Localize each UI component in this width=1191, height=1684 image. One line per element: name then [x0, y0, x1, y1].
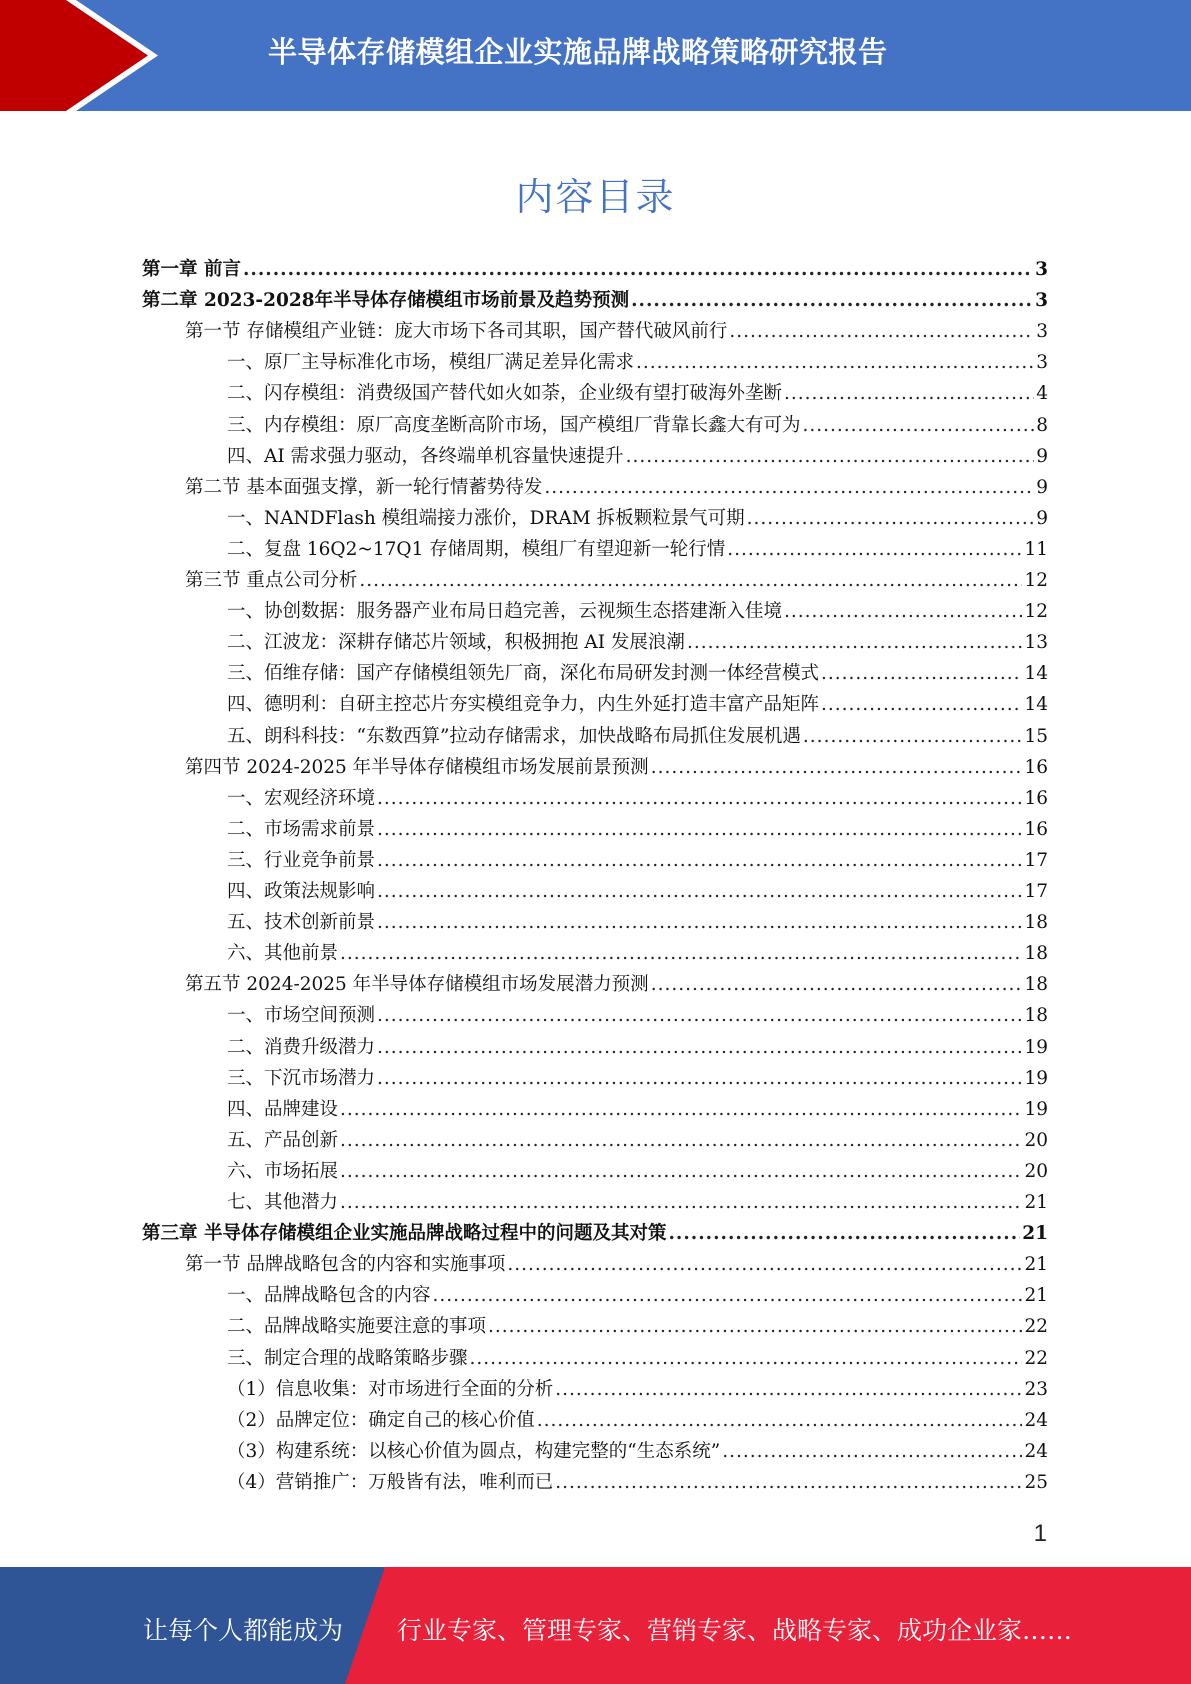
toc-entry-page: 20	[1024, 1129, 1048, 1151]
toc-entry-page: 14	[1024, 694, 1048, 716]
toc-entry-item[interactable]	[227, 378, 1048, 409]
toc-entry-label: 第五节 2024-2025 年半导体存储模组市场发展潜力预测	[185, 974, 649, 996]
toc-entry-item[interactable]	[227, 721, 1048, 752]
toc-dot-leader	[555, 1467, 1022, 1498]
toc-entry-item[interactable]	[227, 1094, 1048, 1125]
toc-entry-page: 21	[1024, 1254, 1048, 1276]
toc-entry-page: 19	[1024, 1098, 1048, 1120]
toc-entry-label: 一、市场空间预测	[227, 1005, 376, 1027]
toc-dot-leader	[377, 907, 1022, 938]
toc-dot-leader	[722, 1436, 1022, 1467]
toc-entry-page: 4	[1036, 383, 1048, 405]
toc-entry-section[interactable]	[185, 472, 1048, 503]
toc-entry-page: 18	[1024, 1005, 1048, 1027]
toc-entry-label: 三、佰维存储：国产存储模组领先厂商，深化布局研发封测一体经营模式	[227, 663, 820, 685]
toc-entry-label: 四、德明利：自研主控芯片夯实模组竞争力，内生外延打造丰富产品矩阵	[227, 694, 820, 716]
toc-entry-label: 四、政策法规影响	[227, 881, 376, 902]
toc-entry-item[interactable]	[227, 814, 1048, 845]
toc-entry-label: 第三节 重点公司分析	[185, 570, 358, 591]
toc-entry-item[interactable]	[227, 1187, 1048, 1218]
toc-dot-leader	[727, 534, 1022, 565]
toc-dot-leader	[433, 1280, 1023, 1311]
toc-entry-page: 25	[1024, 1471, 1048, 1493]
toc-entry-page: 9	[1036, 445, 1048, 467]
toc-entry-page: 16	[1024, 787, 1048, 809]
toc-entry-section[interactable]	[185, 752, 1048, 783]
toc-entry-page: 9	[1036, 507, 1048, 529]
toc-heading: 内容目录	[515, 175, 676, 219]
toc-entry-page: 16	[1024, 756, 1048, 778]
toc-entry-page: 23	[1024, 1378, 1048, 1400]
toc-entry-item[interactable]	[227, 1280, 1048, 1311]
toc-entry-sub[interactable]	[227, 1405, 1048, 1436]
toc-dot-leader	[544, 472, 1034, 503]
toc-dot-leader	[687, 627, 1023, 658]
toc-entry-section[interactable]	[185, 1249, 1048, 1280]
toc-dot-leader	[651, 752, 1023, 783]
toc-entry-sub[interactable]	[227, 1374, 1048, 1405]
toc-dot-leader	[377, 783, 1022, 814]
toc-entry-page: 21	[1022, 1223, 1048, 1245]
toc-entry-page: 16	[1024, 818, 1048, 840]
page-number: 1	[1033, 1520, 1047, 1547]
toc-entry-label: 四、品牌建设	[227, 1098, 339, 1120]
toc-entry-label: 五、朗科科技：“东数西算”拉动存储需求，加快战略布局抓住发展机遇	[227, 725, 801, 747]
toc-entry-page: 21	[1024, 1192, 1048, 1213]
toc-entry-page: 3	[1035, 259, 1048, 280]
toc-entry-page: 18	[1024, 912, 1048, 934]
toc-dot-leader	[631, 285, 1033, 316]
toc-entry-label: 三、内存模组：原厂高度垄断高阶市场，国产模组厂背靠长鑫大有可为	[227, 414, 801, 436]
toc-entry-label: 第三章 半导体存储模组企业实施品牌战略过程中的问题及其对策	[142, 1223, 667, 1245]
toc-entry-item[interactable]	[227, 1156, 1048, 1187]
footer-slogan-right: 行业专家、管理专家、营销专家、战略专家、成功企业家……	[397, 1616, 1073, 1645]
toc-entry-item[interactable]	[227, 410, 1048, 441]
toc-entry-page: 20	[1024, 1160, 1048, 1182]
toc-entry-label: 四、AI 需求强力驱动，各终端单机容量快速提升	[227, 445, 624, 467]
toc-entry-label: （4）营销推广：万般皆有法，唯利而已	[227, 1471, 554, 1493]
toc-dot-leader	[377, 1000, 1022, 1031]
toc-dot-leader	[359, 565, 1022, 596]
toc-entry-label: （3）构建系统：以核心价值为圆点，构建完整的“生态系统”	[227, 1440, 721, 1462]
toc-dot-leader	[340, 1156, 1022, 1187]
toc-entry-label: 第二节 基本面强支撑，新一轮行情蓄势待发	[185, 476, 543, 498]
toc-entry-label: 一、品牌战略包含的内容	[227, 1285, 431, 1307]
toc-entry-chapter[interactable]	[142, 285, 1048, 316]
toc-entry-item[interactable]	[227, 907, 1048, 938]
toc-entry-item[interactable]	[227, 1343, 1048, 1374]
toc-dot-leader	[784, 378, 1034, 409]
toc-entry-section[interactable]	[185, 969, 1048, 1000]
toc-dot-leader	[377, 876, 1022, 907]
toc-entry-item[interactable]	[227, 441, 1048, 472]
toc-dot-leader	[668, 1218, 1020, 1249]
toc-entry-label: 五、技术创新前景	[227, 912, 376, 934]
toc-entry-item[interactable]	[227, 627, 1048, 658]
toc-entry-item[interactable]	[227, 1125, 1048, 1156]
toc-dot-leader	[729, 316, 1034, 347]
toc-entry-label: 二、市场需求前景	[227, 818, 376, 840]
toc-entry-label: 一、原厂主导标准化市场，模组厂满足差异化需求	[227, 352, 635, 374]
toc-entry-label: 二、品牌战略实施要注意的事项	[227, 1316, 487, 1338]
toc-entry-page: 17	[1024, 881, 1048, 902]
toc-entry-page: 18	[1024, 974, 1048, 996]
toc-entry-page: 24	[1024, 1409, 1048, 1431]
toc-dot-leader	[340, 1187, 1022, 1218]
toc-entry-item[interactable]	[227, 596, 1048, 627]
toc-dot-leader	[821, 658, 1022, 689]
toc-dot-leader	[747, 503, 1035, 534]
toc-dot-leader	[803, 721, 1023, 752]
toc-entry-sub[interactable]	[227, 1467, 1048, 1498]
toc-entry-page: 22	[1024, 1316, 1048, 1338]
toc-entry-label: 二、消费升级潜力	[227, 1036, 376, 1058]
toc-entry-item[interactable]	[227, 1000, 1048, 1031]
toc-entry-page: 3	[1036, 352, 1048, 374]
toc-entry-page: 22	[1024, 1347, 1048, 1369]
toc-dot-leader	[470, 1343, 1023, 1374]
toc-dot-leader	[784, 596, 1022, 627]
toc-entry-page: 18	[1024, 943, 1048, 965]
toc-dot-leader	[340, 1094, 1022, 1125]
toc-entry-page: 3	[1036, 321, 1048, 343]
toc-entry-item[interactable]	[227, 689, 1048, 720]
toc-dot-leader	[651, 969, 1023, 1000]
toc-entry-label: （1）信息收集：对市场进行全面的分析	[227, 1378, 554, 1400]
toc-entry-label: （2）品牌定位：确定自己的核心价值	[227, 1409, 535, 1431]
toc-entry-page: 3	[1035, 290, 1048, 312]
toc-entry-chapter[interactable]	[142, 1218, 1048, 1249]
toc-entry-item[interactable]	[227, 876, 1048, 907]
toc-entry-label: 一、NANDFlash 模组端接力涨价，DRAM 拆板颗粒景气可期	[227, 507, 745, 529]
toc-entry-label: 五、产品创新	[227, 1129, 339, 1151]
toc-entry-chapter[interactable]	[142, 254, 1048, 285]
toc-entry-label: 一、协创数据：服务器产业布局日趋完善，云视频生态搭建渐入佳境	[227, 601, 783, 623]
toc-dot-leader	[537, 1405, 1023, 1436]
toc-entry-label: 第一章 前言	[142, 259, 241, 280]
toc-entry-label: 三、制定合理的战略策略步骤	[227, 1347, 468, 1369]
toc-dot-leader	[803, 410, 1035, 441]
toc-dot-leader	[340, 1125, 1022, 1156]
toc-entry-label: 七、其他潜力	[227, 1192, 339, 1213]
report-footer	[0, 1567, 1191, 1684]
toc-entry-item[interactable]	[227, 534, 1048, 565]
toc-dot-leader	[377, 814, 1022, 845]
toc-entry-label: 第一节 存储模组产业链：庞大市场下各司其职，国产替代破风前行	[185, 321, 728, 343]
toc-entry-page: 12	[1024, 601, 1048, 623]
toc-entry-label: 六、市场拓展	[227, 1160, 339, 1182]
report-header-bar	[0, 0, 1191, 111]
toc-entry-item[interactable]	[227, 347, 1048, 378]
toc-entry-label: 二、复盘 16Q2~17Q1 存储周期，模组厂有望迎新一轮行情	[227, 538, 726, 560]
toc-entry-page: 11	[1024, 538, 1048, 560]
toc-entry-page: 24	[1024, 1440, 1048, 1462]
toc-entry-label: 三、下沉市场潜力	[227, 1067, 376, 1089]
toc-entry-page: 8	[1036, 414, 1048, 436]
toc-dot-leader	[377, 845, 1022, 876]
toc-entry-item[interactable]	[227, 783, 1048, 814]
toc-entry-page: 12	[1024, 570, 1048, 591]
toc-dot-leader	[555, 1374, 1022, 1405]
toc-entry-page: 21	[1024, 1285, 1048, 1307]
header-chevron-icon	[0, 0, 160, 111]
toc-dot-leader	[507, 1249, 1022, 1280]
toc-entry-section[interactable]	[185, 565, 1048, 596]
toc-entry-page: 13	[1024, 632, 1048, 654]
toc-entry-label: 二、江波龙：深耕存储芯片领域，积极拥抱 AI 发展浪潮	[227, 632, 685, 654]
toc-entry-page: 15	[1024, 725, 1048, 747]
toc-entry-label: 第二章 2023-2028年半导体存储模组市场前景及趋势预测	[142, 290, 630, 312]
toc-entry-item[interactable]	[227, 1063, 1048, 1094]
toc-entry-label: 二、闪存模组：消费级国产替代如火如荼，企业级有望打破海外垄断	[227, 383, 783, 405]
footer-slogan-left: 让每个人都能成为	[143, 1616, 344, 1645]
toc-dot-leader	[488, 1311, 1022, 1342]
toc-entry-section[interactable]	[185, 316, 1048, 347]
toc-entry-item[interactable]	[227, 938, 1048, 969]
toc-dot-leader	[821, 689, 1022, 720]
toc-entry-page: 19	[1024, 1036, 1048, 1058]
toc-entry-page: 17	[1024, 849, 1048, 871]
toc-dot-leader	[377, 1063, 1022, 1094]
toc-entry-page: 19	[1024, 1067, 1048, 1089]
toc-dot-leader	[626, 441, 1035, 472]
toc-entry-item[interactable]	[227, 658, 1048, 689]
toc-entry-sub[interactable]	[227, 1436, 1048, 1467]
toc-entry-page: 14	[1024, 663, 1048, 685]
toc-entry-item[interactable]	[227, 503, 1048, 534]
toc-entry-item[interactable]	[227, 1311, 1048, 1342]
toc-entry-label: 第一节 品牌战略包含的内容和实施事项	[185, 1254, 506, 1276]
toc-entry-item[interactable]	[227, 1032, 1048, 1063]
toc-entry-page: 9	[1036, 476, 1048, 498]
toc-entry-label: 六、其他前景	[227, 943, 339, 965]
toc-entry-label: 三、行业竞争前景	[227, 849, 376, 871]
toc-entry-label: 第四节 2024-2025 年半导体存储模组市场发展前景预测	[185, 756, 649, 778]
toc-entry-item[interactable]	[227, 845, 1048, 876]
toc-dot-leader	[243, 254, 1033, 285]
report-title: 半导体存储模组企业实施品牌战略策略研究报告	[268, 35, 888, 69]
toc-dot-leader	[636, 347, 1034, 378]
toc-dot-leader	[340, 938, 1022, 969]
toc-dot-leader	[377, 1032, 1022, 1063]
toc-entry-label: 一、宏观经济环境	[227, 787, 376, 809]
